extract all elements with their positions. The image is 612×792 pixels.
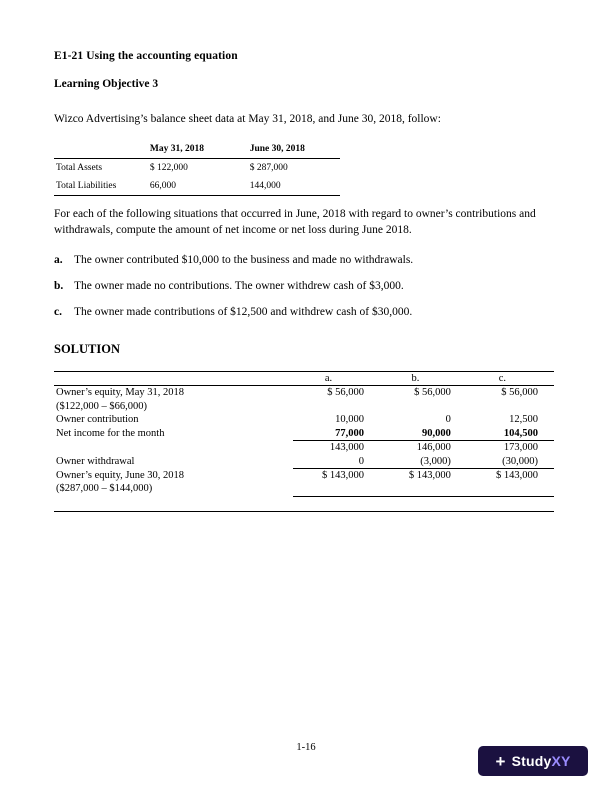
bs-header-blank bbox=[54, 140, 142, 159]
item-text: The owner contributed $10,000 to the business and made no withdrawals. bbox=[74, 253, 414, 266]
solution-heading: SOLUTION bbox=[54, 341, 120, 356]
solution-header-a: a. bbox=[293, 371, 380, 385]
solution-row-b: (3,000) bbox=[380, 455, 467, 469]
list-item bbox=[54, 304, 560, 320]
solution-row-spacer-b bbox=[380, 400, 467, 413]
table-row bbox=[54, 413, 554, 426]
solution-header-blank bbox=[54, 371, 293, 385]
bs-header-jun: June 30, 2018 bbox=[249, 143, 305, 154]
instruction-paragraph: For each of the following situations that occurred in June, 2018 with regard to owner’s contributions and withdrawals, compute the amount of net income or net loss during June 2018. bbox=[54, 207, 536, 236]
item-text: The owner made no contributions. The owner withdrew cash of $3,000. bbox=[74, 279, 404, 292]
solution-row-spacer-c bbox=[467, 482, 554, 496]
solution-row-c: 104,500 bbox=[467, 427, 554, 441]
solution-row-c: (30,000) bbox=[467, 455, 554, 469]
item-text: The owner made contributions of $12,500 and withdrew cash of $30,000. bbox=[74, 305, 413, 318]
solution-header-row bbox=[54, 371, 554, 385]
solution-row-spacer-a bbox=[293, 400, 380, 413]
table-row bbox=[54, 482, 554, 496]
item-marker: c. bbox=[54, 305, 62, 318]
solution-row-label: Owner’s equity, June 30, 2018 bbox=[56, 469, 185, 481]
solution-row-c: $ 143,000 bbox=[496, 470, 538, 482]
intro-paragraph: Wizco Advertising’s balance sheet data at May 31, 2018, and June 30, 2018, follow: bbox=[54, 113, 441, 125]
item-marker: a. bbox=[54, 253, 63, 266]
balance-sheet-table bbox=[54, 140, 340, 196]
solution-row-sublabel: ($122,000 – $66,000) bbox=[56, 400, 147, 412]
solution-row-b: 90,000 bbox=[380, 427, 467, 441]
table-row bbox=[54, 158, 340, 177]
bs-row-label: Total Assets bbox=[56, 162, 103, 173]
solution-row-a: 10,000 bbox=[335, 414, 364, 426]
solution-row-spacer-a bbox=[293, 482, 380, 496]
solution-row-label bbox=[54, 441, 293, 455]
solution-row-b: 146,000 bbox=[416, 442, 451, 454]
table-row bbox=[54, 455, 554, 469]
item-marker: b. bbox=[54, 279, 64, 292]
watermark-name: Study bbox=[511, 753, 552, 769]
solution-row-label: Net income for the month bbox=[56, 427, 165, 439]
page-number: 1-16 bbox=[296, 742, 316, 753]
solution-row-label: Owner withdrawal bbox=[56, 455, 135, 467]
solution-row-c: $ 56,000 bbox=[501, 387, 538, 399]
solution-row-spacer-b bbox=[380, 482, 467, 496]
plus-icon: + bbox=[495, 751, 506, 771]
document-content bbox=[54, 50, 560, 512]
table-row bbox=[54, 400, 554, 413]
table-row bbox=[54, 177, 340, 196]
solution-row-c: 173,000 bbox=[503, 442, 538, 454]
bs-row-may: 66,000 bbox=[142, 177, 244, 196]
watermark-suffix: XY bbox=[551, 753, 571, 769]
list-item bbox=[54, 252, 560, 268]
bs-header-may: May 31, 2018 bbox=[149, 143, 204, 154]
solution-row-label: Owner’s equity, May 31, 2018 bbox=[56, 387, 185, 399]
bs-row-jun: 144,000 bbox=[244, 177, 340, 196]
bs-row-jun: $ 287,000 bbox=[249, 162, 288, 173]
solution-row-c: 12,500 bbox=[509, 414, 538, 426]
learning-objective: Learning Objective 3 bbox=[54, 78, 159, 90]
table-row bbox=[54, 427, 554, 441]
studyxy-watermark bbox=[478, 746, 588, 776]
solution-row-a: 77,000 bbox=[293, 427, 380, 441]
solution-row-a: 143,000 bbox=[329, 442, 364, 454]
solution-row-b: 0 bbox=[445, 414, 451, 426]
solution-row-b: $ 56,000 bbox=[414, 387, 451, 399]
solution-table bbox=[54, 371, 554, 497]
exercise-title: E1-21 Using the accounting equation bbox=[54, 50, 238, 62]
solution-row-a: 0 bbox=[293, 455, 380, 469]
bs-row-may: $ 122,000 bbox=[149, 162, 188, 173]
solution-row-b: $ 143,000 bbox=[408, 470, 451, 482]
table-row bbox=[54, 469, 554, 483]
solution-row-spacer-c bbox=[467, 400, 554, 413]
list-item bbox=[54, 278, 560, 294]
solution-row-a: $ 56,000 bbox=[327, 387, 364, 399]
table-row bbox=[54, 386, 554, 400]
solution-row-a: $ 143,000 bbox=[321, 470, 364, 482]
bs-row-label: Total Liabilities bbox=[54, 177, 142, 196]
solution-row-sublabel: ($287,000 – $144,000) bbox=[56, 483, 153, 495]
table-row bbox=[54, 441, 554, 455]
solution-table-wrap bbox=[54, 371, 554, 512]
solution-header-c: c. bbox=[467, 371, 554, 385]
solution-row-label: Owner contribution bbox=[56, 414, 139, 426]
solution-bottom-rule bbox=[54, 511, 554, 512]
solution-header-b: b. bbox=[380, 371, 467, 385]
